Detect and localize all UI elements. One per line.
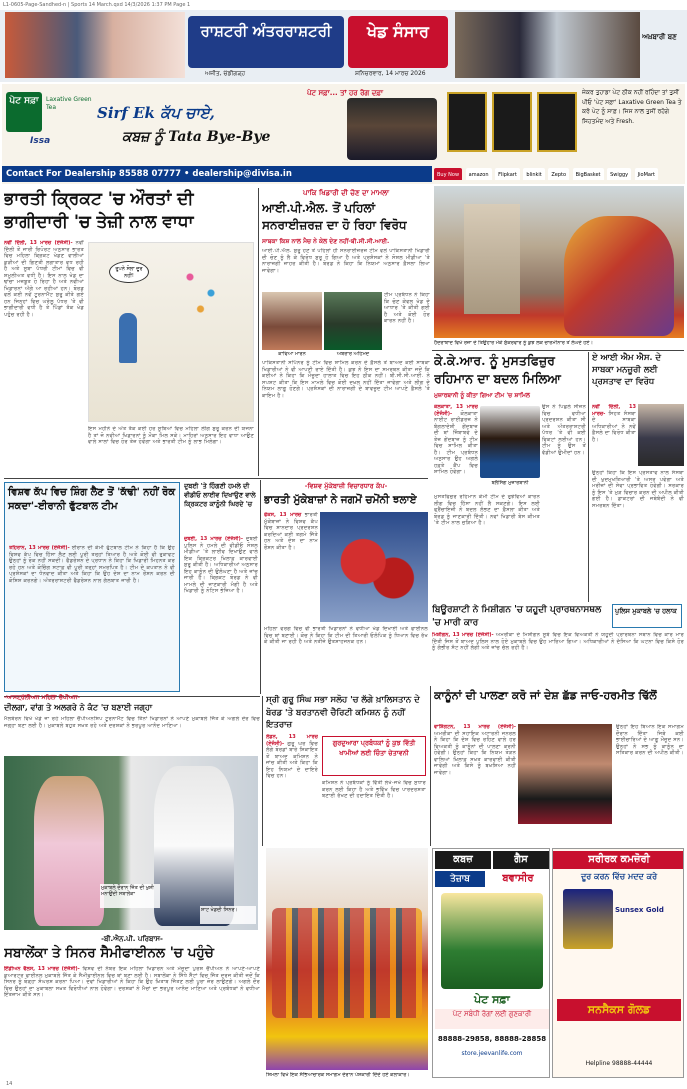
body-kkr-col1: ਕੋਲਕਾਤਾ, 13 ਮਾਰਚ (ਏਜੰਸੀ)- ਕੋਲਕਾਤਾ ਨਾਈਟ ਰਾਈਡਰਜ਼ ਨੇ ਬੰਗਲਾਦੇਸ਼ੀ ਗੇਂਦਬਾਜ਼ ਦੀ ਥਾਂ ਜ਼ਿੰਬਾਬਵੇ ਦੇ ਤੇਜ਼ ਗੇਂਦਬਾਜ਼ ਨੂੰ ਟੀਮ ਵਿਚ ਸ਼ਾਮਿਲ ਕੀਤਾ ਹੈ। ਟੀਮ ਪ੍ਰਬੰਧਨ ਅਨੁਸਾਰ ਉਹ ਅਗਲੇ ਹਫ਼ਤੇ ਕੈਂਪ ਵਿਚ ਸ਼ਾਮਿਲ ਹੋਵੇਗਾ। xyxy=(434,404,478,475)
photo-muzarabani xyxy=(480,406,540,478)
body-bnp: ਇੰਡੀਅਨ ਵੈਲਸ, 13 ਮਾਰਚ (ਏਜੰਸੀ)- ਵਿਸ਼ਵ ਦੀ ਨੰਬਰ ਇਕ ਮਹਿਲਾ ਖਿਡਾਰਨ ਅਤੇ ਮੌਜੂਦਾ ਪੁਰਸ਼ ਚੈਂਪੀਅਨ ਨੇ ਆਪਣੇ-ਆਪਣੇ ਕੁਆਰਟਰ ਫਾਈਨਲ ਮੁਕਾਬਲੇ ਜਿੱਤ ਕੇ ਸੈਮੀਫਾਈਨਲ ਵਿਚ ਥਾਂ ਬਣਾ ਲਈ ਹੈ। ਸਬਾਲੇਂਕਾ ਨੇ ਸਿੱਧੇ ਸੈੱਟਾਂ ਵਿਚ ਜਿੱਤ ਦਰਜ ਕੀਤੀ ਜਦੋਂ ਕਿ ਸਿਨਰ ਨੂੰ ਥੋੜ੍ਹਾ ਸੰਘਰਸ਼ ਕਰਨਾ ਪਿਆ। ਦੋਵਾਂ ਖਿਡਾਰੀਆਂ ਨੇ ਕਿਹਾ ਕਿ ਉਹ ਖ਼ਿਤਾਬ ਜਿੱਤਣ ਲਈ ਪੂਰਾ ਜ਼ੋਰ ਲਾਉਣਗੇ। ਅਗਲੇ ਦੌਰ ਵਿਚ ਉਨ੍ਹਾਂ ਦਾ ਮੁਕਾਬਲਾ ਸਖ਼ਤ ਵਿਰੋਧੀਆਂ ਨਾਲ ਹੋਵੇਗਾ। ਦਰਸ਼ਕਾਂ ਨੇ ਮੈਚਾਂ ਦਾ ਭਰਪੂਰ ਆਨੰਦ ਮਾਣਿਆ ਅਤੇ ਪ੍ਰਬੰਧਕਾਂ ਨੇ ਵਧੀਆ ਇੰਤਜ਼ਾਮ ਕੀਤੇ ਸਨ। xyxy=(4,966,260,998)
body-women-cricket-col1: ਨਵੀਂ ਦਿੱਲੀ, 13 ਮਾਰਚ (ਏਜੰਸੀ)- ਨਵੀਂ ਦਿੱਲੀ ਤੋਂ ਜਾਰੀ ਰਿਪੋਰਟ ਅਨੁਸਾਰ ਭਾਰਤ ਵਿਚ ਮਹਿਲਾ ਕ੍ਰਿਕਟ ਖੇਡਣ ਵਾਲੀਆਂ ਕੁੜੀਆਂ ਦੀ ਗਿਣਤੀ ਲਗਾਤਾਰ ਵਧ ਰਹੀ ਹੈ ਅਤੇ ਸੂਬਾ ਪੱਧਰੀ ਟੀਮਾਂ ਵਿਚ ਵੀ ਸ਼ਮੂਲੀਅਤ ਵਧੀ ਹੈ। ਇਸ ਨਾਲ ਖੇਡ ਦਾ ਢਾਂਚਾ ਮਜ਼ਬੂਤ ਹੋ ਰਿਹਾ ਹੈ ਅਤੇ ਨਵੀਆਂ ਖਿਡਾਰਨਾਂ ਅੱਗੇ ਆ ਰਹੀਆਂ ਹਨ। ਬੋਰਡ ਵਲੋਂ ਕਈ ਨਵੇਂ ਟੂਰਨਾਮੈਂਟ ਸ਼ੁਰੂ ਕੀਤੇ ਗਏ ਹਨ ਜਿਨ੍ਹਾਂ ਵਿਚ ਘਰੇਲੂ ਪੱਧਰ 'ਤੇ ਵੀ ਭਾਗੀਦਾਰੀ ਵਧੀ ਹੈ ਤੇ ਪਿੰਡਾਂ ਤੱਕ ਖੇਡ ਪਹੁੰਚ ਰਹੀ ਹੈ। xyxy=(4,240,84,318)
ad-sunsex-gold xyxy=(552,848,684,1078)
ad-tag-bawasir: ਬਵਾਸੀਰ xyxy=(502,873,534,884)
ad-web[interactable]: store.jeevanlife.com xyxy=(461,1050,523,1057)
article-right-col xyxy=(592,352,684,602)
ad-tag-tezab: ਤੇਜ਼ਾਬ xyxy=(435,871,485,887)
headline-iran-football: ਵਿਸ਼ਵ ਕੱਪ ਵਿਚ ਸ਼ਿੰਗ ਲੈਣ ਤੋਂ 'ਕੱਢੀ' ਨਹੀਂ ਰੋਕ ਸਕਦਾ'-ਈਰਾਨੀ ਫੁੱਟਬਾਲ ਟੀਮ xyxy=(8,487,176,512)
masthead-subline-left: ਅਜੀਤ, ਚੰਡੀਗੜ੍ਹ xyxy=(205,70,246,77)
photo-abrar xyxy=(324,292,382,350)
caption-muzarabani: ਬਲੈਸਿੰਗ ਮੁਜ਼ਾਰਬਾਨੀ xyxy=(491,480,529,486)
charminar-figure xyxy=(564,216,674,336)
ad-model-photo xyxy=(347,98,437,160)
article-women-cricket xyxy=(4,188,256,476)
article-aus-champion xyxy=(4,694,260,754)
store-swiggy[interactable]: Swiggy xyxy=(607,168,631,180)
body-boxing-col1: ਫੌਕਸ, 13 ਮਾਰਚ ਭਾਰਤੀ ਮੁੱਕੇਬਾਜ਼ਾਂ ਨੇ ਵਿਸ਼ਵ ਕੱਪ ਵਿਚ ਸ਼ਾਨਦਾਰ ਪ੍ਰਦਰਸ਼ਨ ਕਰਦਿਆਂ ਕਈ ਤਗਮੇ ਜਿੱਤੇ ਹਨ ਅਤੇ ਦੇਸ਼ ਦਾ ਨਾਮ ਰੌਸ਼ਨ ਕੀਤਾ ਹੈ। xyxy=(264,512,318,551)
ad-sunsex-contact: Helpline 98888-44444 xyxy=(585,1060,653,1067)
photo-boxing-gloves xyxy=(320,512,428,622)
caption-tennis-2: ਸ਼ਾਟ ਖੇਡਦੀ ਸਿਨਰ। xyxy=(200,906,256,924)
ad-brand-issa: Issa xyxy=(30,136,51,146)
body-iran-football: ਤਹਿਰਾਨ, 13 ਮਾਰਚ (ਏਜੰਸੀ)- ਈਰਾਨ ਦੀ ਕੌਮੀ ਫੁੱਟਬਾਲ ਟੀਮ ਨੇ ਕਿਹਾ ਹੈ ਕਿ ਉਹ ਵਿਸ਼ਵ ਕੱਪ ਵਿਚ ਹਿੱਸਾ ਲੈਣ ਲਈ ਪੂਰੀ ਤਰ੍ਹਾਂ ਤਿਆਰ ਹੈ ਅਤੇ ਕੋਈ ਵੀ ਰੁਕਾਵਟ ਉਨ੍ਹਾਂ ਨੂੰ ਰੋਕ ਨਹੀਂ ਸਕਦੀ। ਫੈਡਰੇਸ਼ਨ ਦੇ ਪ੍ਰਧਾਨ ਨੇ ਕਿਹਾ ਕਿ ਖਿਡਾਰੀ ਮਿਹਨਤ ਕਰ ਰਹੇ ਹਨ ਅਤੇ ਕੋਚਿੰਗ ਸਟਾਫ਼ ਵੀ ਪੂਰੀ ਤਰ੍ਹਾਂ ਸਮਰਪਿਤ ਹੈ। ਟੀਮ ਦੇ ਕਪਤਾਨ ਨੇ ਵੀ ਪ੍ਰਸ਼ੰਸਕਾਂ ਦਾ ਧੰਨਵਾਦ ਕੀਤਾ ਅਤੇ ਕਿਹਾ ਕਿ ਉਹ ਦੇਸ਼ ਦਾ ਨਾਮ ਰੌਸ਼ਨ ਕਰਨ ਦੀ ਕੋਸ਼ਿਸ਼ ਕਰਨਗੇ। ਅੰਤਰਰਾਸ਼ਟਰੀ ਫੈਡਰੇਸ਼ਨ ਨਾਲ ਗੱਲਬਾਤ ਜਾਰੀ ਹੈ। xyxy=(9,545,175,584)
body-dubai: ਦੁਬਈ, 13 ਮਾਰਚ (ਏਜੰਸੀ)- ਦੁਬਈ ਪੁਲਿਸ ਨੇ ਹਮਲੇ ਦੀ ਵੀਡੀਓ ਸੋਸ਼ਲ ਮੀਡੀਆ 'ਤੇ ਲਾਈਵ ਦਿਖਾਉਣ ਵਾਲੇ ਇਕ ਕ੍ਰਿਕਟਰ ਖ਼ਿਲਾਫ਼ ਕਾਰਵਾਈ ਸ਼ੁਰੂ ਕੀਤੀ ਹੈ। ਅਧਿਕਾਰੀਆਂ ਅਨੁਸਾਰ ਇਹ ਕਾਨੂੰਨ ਦੀ ਉਲੰਘਣਾ ਹੈ ਅਤੇ ਜਾਂਚ ਜਾਰੀ ਹੈ। ਕ੍ਰਿਕਟ ਬੋਰਡ ਨੇ ਵੀ ਮਾਮਲੇ ਦੀ ਜਾਣਕਾਰੀ ਮੰਗੀ ਹੈ ਅਤੇ ਖਿਡਾਰੀ ਨੂੰ ਨੋਟਿਸ ਭੇਜਿਆ ਹੈ। xyxy=(184,536,258,594)
headline-michigan: ਬਿਊਰਸ਼ਾਟੀ ਨੇ ਮਿਸ਼ੀਗਨ 'ਚ ਯਹੂਦੀ ਪ੍ਰਾਰਥਨਾਸਥਲ 'ਚ ਮਾਰੀ ਕਾਰ xyxy=(432,605,602,628)
headline-bnp: ਸਬਾਲੇਂਕਾ ਤੇ ਸਿਨਰ ਸੈਮੀਫਾਈਨਲ 'ਚ ਪਹੁੰਚੇ xyxy=(4,945,214,961)
body-kkr-bottom: ਮੁਸਤਫਿਜ਼ੁਰ ਰਹਿਮਾਨ ਕੌਮੀ ਟੀਮ ਦੇ ਰੁਝੇਵਿਆਂ ਕਾਰਨ ਲੀਗ ਵਿਚ ਹਿੱਸਾ ਨਹੀਂ ਲੈ ਸਕਣਗੇ। ਇਸ ਲਈ ਫ੍ਰੈਂਚਾਇਜ਼ੀ ਨੇ ਬਦਲ ਲੱਭਣ ਦਾ ਫ਼ੈਸਲਾ ਕੀਤਾ ਅਤੇ ਬੋਰਡ ਨੂੰ ਜਾਣਕਾਰੀ ਦਿੱਤੀ। ਨਵਾਂ ਖਿਡਾਰੀ ਬੇਸ ਕੀਮਤ 'ਤੇ ਟੀਮ ਨਾਲ ਜੁੜਿਆ ਹੈ। xyxy=(434,494,540,526)
dance-row xyxy=(272,908,422,1018)
ad-sunsex-box xyxy=(563,889,613,949)
caption-tennis-1: ਮੁਕਾਬਲੇ ਦੌਰਾਨ ਜਿੱਤ ਦੀ ਖੁਸ਼ੀ ਮਨਾਉਂਦੀ ਸਬਾਲੇਂਕਾ xyxy=(100,884,160,908)
caption-abrar: ਅਬਰਾਰ ਅਹਿਮਦ xyxy=(336,351,370,357)
ad-contact-numbers: 88888-29858, 88888-28858 xyxy=(437,1035,547,1043)
kicker-ipl: ਪਾਕਿ ਖਿਡਾਰੀ ਦੀ ਚੋਣ ਦਾ ਮਾਮਲਾ xyxy=(302,189,390,197)
body-women-cricket-col2: ਇਸ ਮਹੀਨੇ ਦੇ ਅੰਤ ਤੱਕ ਕਈ ਹੋਰ ਸੂਬਿਆਂ ਵਿਚ ਮਹਿਲਾ ਲੀਗ ਸ਼ੁਰੂ ਕਰਨ ਦੀ ਯੋਜਨਾ ਹੈ ਤਾਂ ਜੋ ਨਵੀਆਂ ਖਿਡਾਰਨਾਂ ਨੂੰ ਮੌਕਾ ਮਿਲ ਸਕੇ। ਮਾਹਿਰਾਂ ਅਨੁਸਾਰ ਇਹ ਵਾਧਾ ਆਉਣ ਵਾਲੇ ਸਾਲਾਂ ਵਿਚ ਹੋਰ ਤੇਜ਼ ਹੋਵੇਗਾ ਅਤੇ ਭਾਰਤੀ ਟੀਮ ਨੂੰ ਲਾਭ ਮਿਲੇਗਾ। xyxy=(88,426,254,445)
divider-charminar xyxy=(432,350,684,351)
cartoon-bubble: ਰੂਪਨੇ ਸੋਲਾ ਦੂਰ ਨਹੀਂ! xyxy=(109,261,149,283)
tennis-player-1 xyxy=(34,776,104,926)
masthead-photo-right xyxy=(455,12,640,78)
ad-pet-safa xyxy=(2,84,685,184)
store-zepto[interactable]: Zepto xyxy=(548,168,569,180)
kicker-bnp: -ਬੀ.ਐਨ.ਪੀ. ਪਰਿਬਾਸ- xyxy=(101,935,163,943)
photo-tennis xyxy=(4,756,258,930)
photo-charminar xyxy=(434,186,684,338)
article-dhillon xyxy=(434,688,684,846)
body-ipl-top: ਆਈ.ਪੀ.ਐਲ. ਸ਼ੁਰੂ ਹੋਣ ਤੋਂ ਪਹਿਲਾਂ ਹੀ ਸਨਰਾਈਜ਼ਰਜ਼ ਟੀਮ ਵਲੋਂ ਪਾਕਿਸਤਾਨੀ ਖਿਡਾਰੀ ਦੀ ਚੋਣ ਨੂੰ ਲੈ ਕੇ ਵਿਰੋਧ ਸ਼ੁਰੂ ਹੋ ਗਿਆ ਹੈ ਅਤੇ ਪ੍ਰਸ਼ੰਸਕਾਂ ਨੇ ਸੋਸ਼ਲ ਮੀਡੀਆ 'ਤੇ ਨਾਰਾਜ਼ਗੀ ਜ਼ਾਹਰ ਕੀਤੀ ਹੈ। ਬੋਰਡ ਨੇ ਕਿਹਾ ਕਿ ਨਿਯਮਾਂ ਅਨੁਸਾਰ ਫ਼ੈਸਲਾ ਲਿਆ ਜਾਵੇਗਾ। xyxy=(262,248,430,274)
masthead-photo-left xyxy=(5,12,185,78)
store-blinkit[interactable]: blinkit xyxy=(523,168,544,180)
side-box-michigan: ਪੁਲਿਸ ਮੁਕਾਬਲੇ 'ਚ ਹਲਾਕ xyxy=(612,604,682,628)
body-dhillon-col1: ਵਾਸ਼ਿੰਗਟਨ, 13 ਮਾਰਚ (ਏਜੰਸੀ)- ਅਮਰੀਕਾ ਦੀ ਸਹਾਇਕ ਅਟਾਰਨੀ ਜਨਰਲ ਨੇ ਕਿਹਾ ਕਿ ਦੇਸ਼ ਵਿਚ ਰਹਿਣ ਵਾਲੇ ਹਰ ਵਿਅਕਤੀ ਨੂੰ ਕਾਨੂੰਨਾਂ ਦੀ ਪਾਲਣਾ ਕਰਨੀ ਹੋਵੇਗੀ। ਉਨ੍ਹਾਂ ਕਿਹਾ ਕਿ ਨਿਯਮ ਤੋੜਨ ਵਾਲਿਆਂ ਖ਼ਿਲਾਫ਼ ਸਖ਼ਤ ਕਾਰਵਾਈ ਕੀਤੀ ਜਾਵੇਗੀ ਅਤੇ ਕਿਸੇ ਨੂੰ ਬਖ਼ਸ਼ਿਆ ਨਹੀਂ ਜਾਵੇਗਾ। xyxy=(434,724,516,776)
dateline-iran-football: ਤਹਿਰਾਨ, 13 ਮਾਰਚ (ਏਜੰਸੀ)- xyxy=(9,545,70,551)
divider-boxing xyxy=(260,480,261,694)
store-bigbasket[interactable]: BigBasket xyxy=(573,168,604,180)
article-iran-football xyxy=(4,482,180,692)
cartoon-stars xyxy=(169,253,239,333)
masthead-title-left xyxy=(188,16,344,68)
headline-aus: ਦੀਲਗਾ, ਵਾਂਗ ਤੇ ਅਲਗਰੇ ਨੇ ਕੰਟ 'ਚ ਬਣਾਈ ਜਗ੍ਹਾ xyxy=(4,702,153,712)
photo-dhillon xyxy=(518,724,612,824)
headline-kkr: ਕੇ.ਕੇ.ਆਰ. ਨੂੰ ਮੁਸਤਫਿਜ਼ੁਰ ਰਹਿਮਾਨ ਦਾ ਬਦਲ ਮਿਲਿਆ xyxy=(434,353,561,386)
store-buy-now[interactable]: Buy Now xyxy=(434,168,462,180)
article-michigan xyxy=(432,604,684,684)
ad-product-visual xyxy=(441,893,543,989)
body-ipl-right: ਟੀਮ ਪ੍ਰਬੰਧਨ ਨੇ ਕਿਹਾ ਕਿ ਚੋਣ ਕੇਵਲ ਖੇਡ ਦੇ ਆਧਾਰ 'ਤੇ ਕੀਤੀ ਗਈ ਹੈ ਅਤੇ ਕੋਈ ਹੋਰ ਕਾਰਨ ਨਹੀਂ ਹੈ। xyxy=(384,292,430,324)
ad-pet-safa-bottom xyxy=(432,848,550,1078)
inset-khalsa: ਗੁਰਦੁਆਰਾ ਪ੍ਰਬੰਧਕਾਂ ਨੂੰ ਕੁਝ ਵਿੱਤੀ ਖਾਮੀਆਂ ਲਈ ਚਿੰਤਾ ਚੇਤਾਵਨੀ xyxy=(322,736,426,776)
store-amazon[interactable]: amazon xyxy=(466,168,492,180)
body-kkr-col2: ਉਸ ਨੇ ਪਿਛਲੇ ਸੀਜ਼ਨ ਵਿਚ ਵਧੀਆ ਪ੍ਰਦਰਸ਼ਨ ਕੀਤਾ ਸੀ ਅਤੇ ਅੰਤਰਰਾਸ਼ਟਰੀ ਪੱਧਰ 'ਤੇ ਵੀ ਕਈ ਵਿਕਟਾਂ ਲਈਆਂ ਹਨ। ਟੀਮ ਨੂੰ ਉਸ ਤੋਂ ਵੱਡੀਆਂ ਉਮੀਦਾਂ ਹਨ। xyxy=(542,404,586,456)
dateline-right-col: ਨਵੀਂ ਦਿੱਲੀ, 13 ਮਾਰਚ- xyxy=(592,404,636,417)
cartoon-cricket-girl xyxy=(88,242,254,422)
divider-khalsa xyxy=(262,696,263,846)
ad-logo-box: ਪੇਟ ਸਫ਼ਾ xyxy=(6,92,42,132)
dateline-bnp: ਇੰਡੀਅਨ ਵੈਲਸ, 13 ਮਾਰਚ (ਏਜੰਸੀ)- xyxy=(4,966,80,972)
body-michigan: ਮਿਸ਼ੀਗਨ, 13 ਮਾਰਚ (ਏਜੰਸੀ)- ਅਮਰੀਕਾ ਦੇ ਮਿਸ਼ੀਗਨ ਸੂਬੇ ਵਿਚ ਇਕ ਵਿਅਕਤੀ ਨੇ ਯਹੂਦੀ ਪ੍ਰਾਰਥਨਾ ਸਥਾਨ ਵਿਚ ਕਾਰ ਮਾਰ ਦਿੱਤੀ ਜਿਸ ਤੋਂ ਬਾਅਦ ਪੁਲਿਸ ਨਾਲ ਹੋਏ ਮੁਕਾਬਲੇ ਵਿਚ ਉਹ ਮਾਰਿਆ ਗਿਆ। ਅਧਿਕਾਰੀਆਂ ਨੇ ਦੱਸਿਆ ਕਿ ਘਟਨਾ ਵਿਚ ਕਿਸੇ ਹੋਰ ਨੂੰ ਗੰਭੀਰ ਸੱਟ ਨਹੀਂ ਲੱਗੀ ਅਤੇ ਜਾਂਚ ਚੱਲ ਰਹੀ ਹੈ। xyxy=(432,632,684,651)
body-khalsa-col2: ਕਮਿਸ਼ਨ ਨੇ ਪ੍ਰਬੰਧਕਾਂ ਨੂੰ ਵਿੱਤੀ ਲੇਖੇ-ਜੋਖੇ ਵਿਚ ਸੁਧਾਰ ਕਰਨ ਲਈ ਕਿਹਾ ਹੈ ਅਤੇ ਭਵਿੱਖ ਵਿਚ ਪਾਰਦਰਸ਼ਤਾ ਬਣਾਈ ਰੱਖਣ ਦੀ ਹਦਾਇਤ ਦਿੱਤੀ ਹੈ। xyxy=(322,780,426,799)
body-boxing-bottom: ਮਹਿਲਾ ਵਰਗ ਵਿਚ ਵੀ ਭਾਰਤੀ ਖਿਡਾਰਨਾਂ ਨੇ ਵਧੀਆ ਖੇਡ ਦਿਖਾਈ ਅਤੇ ਫਾਈਨਲ ਵਿਚ ਥਾਂ ਬਣਾਈ। ਕੋਚ ਨੇ ਕਿਹਾ ਕਿ ਟੀਮ ਦੀ ਤਿਆਰੀ ਓਲੰਪਿਕ ਨੂੰ ਧਿਆਨ ਵਿਚ ਰੱਖ ਕੇ ਕੀਤੀ ਜਾ ਰਹੀ ਹੈ ਅਤੇ ਨਤੀਜੇ ਉਤਸ਼ਾਹਜਨਕ ਹਨ। xyxy=(264,626,428,645)
dateline-kkr: ਕੋਲਕਾਤਾ, 13 ਮਾਰਚ (ਏਜੰਸੀ)- xyxy=(434,404,478,417)
print-slug: L1-0605-Page-Sandhed-n | Sports 14 March.qxd 14/3/2026 1:37 PM Page 1 xyxy=(3,2,191,8)
kicker-boxing: -ਵਿਸ਼ਵ ਮੁੱਕੇਬਾਜ਼ੀ ਵਿਚਾਰਧਾਰ ਕੱਪ- xyxy=(304,482,388,490)
headline-khalsa: ਸ੍ਰੀ ਗੁਰੂ ਸਿੰਘ ਸਭਾ ਸਲੋਹ 'ਚ ਲੱਗੇ ਖ਼ਾਲਿਸਤਾਨ ਦੇ ਬੋਰਡ 'ਤੇ ਬਰਤਾਨਵੀ ਚੈਰਿਟੀ ਕਮਿਸ਼ਨ ਨੂੰ ਨਹੀਂ ਇਤਰਾਜ਼ xyxy=(266,695,420,730)
article-ipl xyxy=(262,188,430,456)
ad-sunsex-brand-pa: ਸਨਸੈਕਸ ਗੋਲਡ xyxy=(557,999,681,1021)
body-ipl-bottom: ਪਾਕਿਸਤਾਨੀ ਸਪਿੰਨਰ ਨੂੰ ਟੀਮ ਵਿਚ ਸ਼ਾਮਿਲ ਕਰਨ ਦੇ ਫ਼ੈਸਲੇ ਤੋਂ ਬਾਅਦ ਕਈ ਸਾਬਕਾ ਖਿਡਾਰੀਆਂ ਨੇ ਵੀ ਆਪਣੀ ਰਾਏ ਦਿੱਤੀ ਹੈ। ਕੁਝ ਨੇ ਇਸ ਦਾ ਸਮਰਥਨ ਕੀਤਾ ਜਦੋਂ ਕਿ ਕਈਆਂ ਨੇ ਕਿਹਾ ਕਿ ਮੌਜੂਦਾ ਹਾਲਾਤ ਵਿਚ ਇਹ ਠੀਕ ਨਹੀਂ। ਬੀ.ਸੀ.ਸੀ.ਆਈ. ਨੇ ਸਪਸ਼ਟ ਕੀਤਾ ਕਿ ਇਸ ਮਾਮਲੇ ਵਿਚ ਕੋਈ ਦਖ਼ਲ ਨਹੀਂ ਦਿੱਤਾ ਜਾਵੇਗਾ ਅਤੇ ਲੀਗ ਦੇ ਨਿਯਮ ਲਾਗੂ ਹੋਣਗੇ। ਪ੍ਰਸ਼ੰਸਕਾਂ ਦੀ ਨਾਰਾਜ਼ਗੀ ਦੇ ਬਾਵਜੂਦ ਟੀਮ ਆਪਣੇ ਫ਼ੈਸਲੇ 'ਤੇ ਕਾਇਮ ਹੈ। xyxy=(262,360,430,399)
divider-right-col xyxy=(588,352,589,602)
article-kkr xyxy=(434,352,586,602)
photo-cultural-dance xyxy=(266,848,428,1070)
cartoon-figure xyxy=(119,313,137,363)
ad-slogan-1: Sirf Ek ਕੱਪ ਚਾਏ, xyxy=(97,104,215,122)
masthead xyxy=(0,10,687,82)
divider-row-2 xyxy=(4,478,428,479)
page-number: 14 xyxy=(6,1081,13,1087)
ad-sunsex-title: ਸਰੀਰਕ ਕਮਜ਼ੋਰੀ xyxy=(553,851,684,869)
article-dubai xyxy=(184,482,258,692)
dateline-women-cricket: ਨਵੀਂ ਦਿੱਲੀ, 13 ਮਾਰਚ (ਏਜੰਸੀ)- xyxy=(4,240,73,246)
store-flipkart[interactable]: Flipkart xyxy=(495,168,520,180)
masthead-title-right-text: ਖੇਡ ਸੰਸਾਰ xyxy=(367,22,429,41)
body-right-col-1: ਨਵੀਂ ਦਿੱਲੀ, 13 ਮਾਰਚ- ਸਿਹਤ ਸੰਸਥਾ ਦੇ ਸਾਬਕਾ ਅਧਿਕਾਰੀਆਂ ਨੇ ਨਵੇਂ ਫ਼ੈਸਲੇ ਦਾ ਵਿਰੋਧ ਕੀਤਾ ਹੈ। xyxy=(592,404,636,443)
tennis-player-2 xyxy=(154,766,234,926)
ad-sunsex-sub: ਦੂਰ ਕਰਨ ਵਿੱਚ ਮਦਦ ਕਰੇ xyxy=(580,872,658,881)
dateline-khalsa: ਲੰਡਨ, 13 ਮਾਰਚ (ਏਜੰਸੀ)- xyxy=(266,734,318,747)
ad-slogan-2: ਕਬਜ਼ ਨੂੰ Tata Bye-Bye xyxy=(122,129,271,145)
headline-dhillon: ਕਾਨੂੰਨਾਂ ਦੀ ਪਾਲਣਾ ਕਰੋ ਜਾਂ ਦੇਸ਼ ਛੱਡ ਜਾਓ-ਹਰਮੀਤ ਢਿੱਲੋਂ xyxy=(434,689,657,702)
ad-contact-bar: Contact For Dealership 85588 07777 • dealership@divisa.in xyxy=(2,166,432,182)
ad-brand-sub: Laxative Green Tea xyxy=(46,96,92,111)
caption-charminar: ਹੈਦਰਾਬਾਦ ਵਿਖੇ ਰੋਜ਼ਾ ਦੇ ਤਿਉਹਾਰ ਮੌਕੇ ਸ਼ੁੱਕਰਵਾਰ ਨੂੰ ਕੁਝ ਲੋਕ ਚਾਰਮੀਨਾਰ ਤੋਂ ਲੰਘਦੇ ਹੋਏ। xyxy=(434,340,593,346)
masthead-title-left-text: ਰਾਸ਼ਟਰੀ ਅੰਤਰਰਾਸ਼ਟਰੀ xyxy=(200,22,332,40)
subhead-ipl: ਸਾਬਕਾ ਕਿਸ਼ ਨਾਲ ਮੈਚ ਨੇ ਕੇਲ ਦੇਣ ਨਹੀਂ-ਬੀ.ਸੀ.ਸੀ.ਆਈ. xyxy=(262,238,390,245)
dateline-dhillon: ਵਾਸ਼ਿੰਗਟਨ, 13 ਮਾਰਚ (ਏਜੰਸੀ)- xyxy=(434,724,516,730)
body-right-col-2: ਉਨ੍ਹਾਂ ਕਿਹਾ ਕਿ ਇਸ ਪ੍ਰਸਤਾਵ ਨਾਲ ਸੰਸਥਾ ਦੀ ਖੁਦਮੁਖਤਿਆਰੀ 'ਤੇ ਅਸਰ ਪਵੇਗਾ ਅਤੇ ਮਰੀਜ਼ਾਂ ਦੀ ਸੇਵਾ ਪ੍ਰਭਾਵਿਤ ਹੋਵੇਗੀ। ਸਰਕਾਰ ਨੂੰ ਇਸ 'ਤੇ ਮੁੜ ਵਿਚਾਰ ਕਰਨ ਦੀ ਅਪੀਲ ਕੀਤੀ ਗਈ ਹੈ। ਡਾਕਟਰਾਂ ਦੀ ਜਥੇਬੰਦੀ ਨੇ ਵੀ ਸਮਰਥਨ ਦਿੱਤਾ। xyxy=(592,470,684,509)
ad-product-name: ਪੇਟ ਸਫ਼ਾ xyxy=(474,993,510,1006)
subhead-kkr: ਮੁਜ਼ਾਰਬਾਨੀ ਨੂੰ ਕੀਤਾ ਗਿਆ ਟੀਮ 'ਚ ਸ਼ਾਮਿਲ xyxy=(434,392,530,399)
article-khalsa xyxy=(266,694,428,844)
caption-kavya: ਕਾਵਿਆ ਮਾਰਨ xyxy=(278,351,306,357)
ad-tag-kabaz: ਕਬਜ਼ xyxy=(435,851,491,869)
body-dhillon-col2: ਉਨ੍ਹਾਂ ਇਹ ਬਿਆਨ ਇਕ ਸਮਾਗਮ ਦੌਰਾਨ ਦਿੱਤਾ ਜਿਥੇ ਕਈ ਭਾਈਚਾਰਿਆਂ ਦੇ ਆਗੂ ਮੌਜੂਦ ਸਨ। ਉਨ੍ਹਾਂ ਨੇ ਸਭ ਨੂੰ ਕਾਨੂੰਨ ਦਾ ਸਤਿਕਾਰ ਕਰਨ ਦੀ ਅਪੀਲ ਕੀਤੀ। xyxy=(616,724,684,756)
store-jiomart[interactable]: JioMart xyxy=(635,168,658,180)
ad-tagline: ਪੇਟ ਸਬੰਧੀ ਰੋਗਾਂ ਲਈ ਗੁਣਕਾਰੀ xyxy=(435,1009,549,1029)
ad-sunsex-brand: Sunsex Gold xyxy=(615,906,664,914)
masthead-title-right xyxy=(348,16,448,68)
divider-col-1 xyxy=(258,188,259,476)
ad-product-box-2 xyxy=(492,92,532,152)
body-aus: ਮੈਲਬੌਰਨ ਵਿਖੇ ਖੇਡੇ ਜਾ ਰਹੇ ਮਹਿਲਾ ਚੈਂਪੀਅਨਸ਼ਿਪ ਟੂਰਨਾਮੈਂਟ ਵਿਚ ਤਿੰਨਾਂ ਖਿਡਾਰਨਾਂ ਨੇ ਆਪਣੇ ਮੁਕਾਬਲੇ ਜਿੱਤ ਕੇ ਅਗਲੇ ਦੌਰ ਵਿਚ ਜਗ੍ਹਾ ਬਣਾ ਲਈ ਹੈ। ਮੁਕਾਬਲੇ ਬਹੁਤ ਸਖ਼ਤ ਰਹੇ ਅਤੇ ਦਰਸ਼ਕਾਂ ਨੇ ਭਰਪੂਰ ਆਨੰਦ ਮਾਣਿਆ। xyxy=(4,716,260,729)
ad-side-text: ਜੇਕਰ ਤੁਹਾਡਾ ਪੇਟ ਠੀਕ ਨਹੀਂ ਰਹਿੰਦਾ ਤਾਂ ਤੁਸੀਂ ਪੀਓ 'ਪੇਟ ਸਫ਼ਾ' Laxative Green Tea ਤੇ ਕਰੋ ਪੇਟ ਨੂੰ ਸਾਫ਼। ਜਿਸ ਨਾਲ ਤੁਸੀਂ ਰਹੋਗੇ ਸਿਹਤਮੰਦ ਅਤੇ Fresh. xyxy=(582,89,682,125)
ad-product-box-3 xyxy=(537,92,577,152)
headline-dubai: ਦੁਬਈ 'ਤੇ ਹਿੰਗਣੀ ਹਮਲੇ ਦੀ ਵੀਡੀਓ ਲਾਈਵ ਦਿਖਾਉਣ ਵਾਲੇ ਕ੍ਰਿਕਟਰ ਕਾਨੂੰਨੀ ਘਿਰਦੇ 'ਚ xyxy=(184,482,256,508)
masthead-right-label: ਅਖ਼ਬਾਰੀ ਬਣ xyxy=(642,33,677,41)
dateline-boxing: ਫੌਕਸ, 13 ਮਾਰਚ xyxy=(264,512,302,518)
dateline-michigan: ਮਿਸ਼ੀਗਨ, 13 ਮਾਰਚ (ਏਜੰਸੀ)- xyxy=(432,632,494,638)
caption-cultural-dance: ਸ਼ਿਮਲਾ ਵਿਖੇ ਇਕ ਸੱਭਿਆਚਾਰਕ ਸਮਾਗਮ ਦੌਰਾਨ ਪੇਸ਼ਕਾਰੀ ਦਿੰਦੇ ਹੋਏ ਕਲਾਕਾਰ। xyxy=(266,1072,410,1078)
headline-women-cricket: ਭਾਰਤੀ ਕ੍ਰਿਕਟ 'ਚ ਔਰਤਾਂ ਦੀ ਭਾਗੀਦਾਰੀ 'ਚ ਤੇਜ਼ੀ ਨਾਲ ਵਾਧਾ xyxy=(4,189,194,232)
headline-right-col: ਏ ਆਈ ਐਮ ਐਸ. ਦੇ ਸਾਬਕਾ ਮਨਜ਼ੂਰੀ ਲਈ ਪ੍ਰਸਤਾਵ ਦਾ ਵਿਰੋਧ xyxy=(592,353,662,387)
article-bnp xyxy=(4,934,260,1078)
photo-right-col xyxy=(638,404,684,466)
charminar-tower xyxy=(464,204,520,314)
headline-boxing: ਭਾਰਤੀ ਮੁੱਕੇਬਾਜ਼ਾਂ ਨੇ ਜਗਮੋਂ ਚਮੋਂਨੀ ਝਲਾਏ xyxy=(264,494,417,506)
ad-tag-gas: ਗੈਸ xyxy=(493,851,549,869)
ad-speech-bubble: ਪੇਟ ਸਫ਼ਾ... ਤਾਂ ਹਰ ਰੋਗ ਦਫ਼ਾ xyxy=(307,89,383,97)
body-khalsa-col1: ਲੰਡਨ, 13 ਮਾਰਚ (ਏਜੰਸੀ)- ਗੁਰੂ ਘਰ ਵਿਚ ਲੱਗੇ ਬੋਰਡਾਂ ਬਾਰੇ ਸ਼ਿਕਾਇਤ ਤੋਂ ਬਾਅਦ ਕਮਿਸ਼ਨ ਨੇ ਜਾਂਚ ਕੀਤੀ ਅਤੇ ਕਿਹਾ ਕਿ ਇਹ ਨਿਯਮਾਂ ਦੇ ਦਾਇਰੇ ਵਿਚ ਹਨ। xyxy=(266,734,318,779)
kicker-aus: -ਆਸਟ੍ਰੇਲੀਅਨ ਮਹਿਲਾ ਚੈਪੀਅਨ- xyxy=(4,694,80,701)
headline-ipl: ਆਈ.ਪੀ.ਐਲ. ਤੋਂ ਪਹਿਲਾਂ ਸਨਰਾਈਜ਼ਰਜ਼ ਦਾ ਹੋ ਰਿਹਾ ਵਿਰੋਧ xyxy=(262,201,407,232)
article-boxing xyxy=(264,482,428,692)
masthead-subline-right: ਸ਼ਨਿਚਰਵਾਰ, 14 ਮਾਰਚ 2026 xyxy=(355,70,426,77)
divider-law xyxy=(430,686,431,846)
ad-product-box-1 xyxy=(447,92,487,152)
ad-store-row xyxy=(434,168,684,180)
dateline-dubai: ਦੁਬਈ, 13 ਮਾਰਚ (ਏਜੰਸੀ)- xyxy=(184,536,243,542)
photo-kavya xyxy=(262,292,322,350)
